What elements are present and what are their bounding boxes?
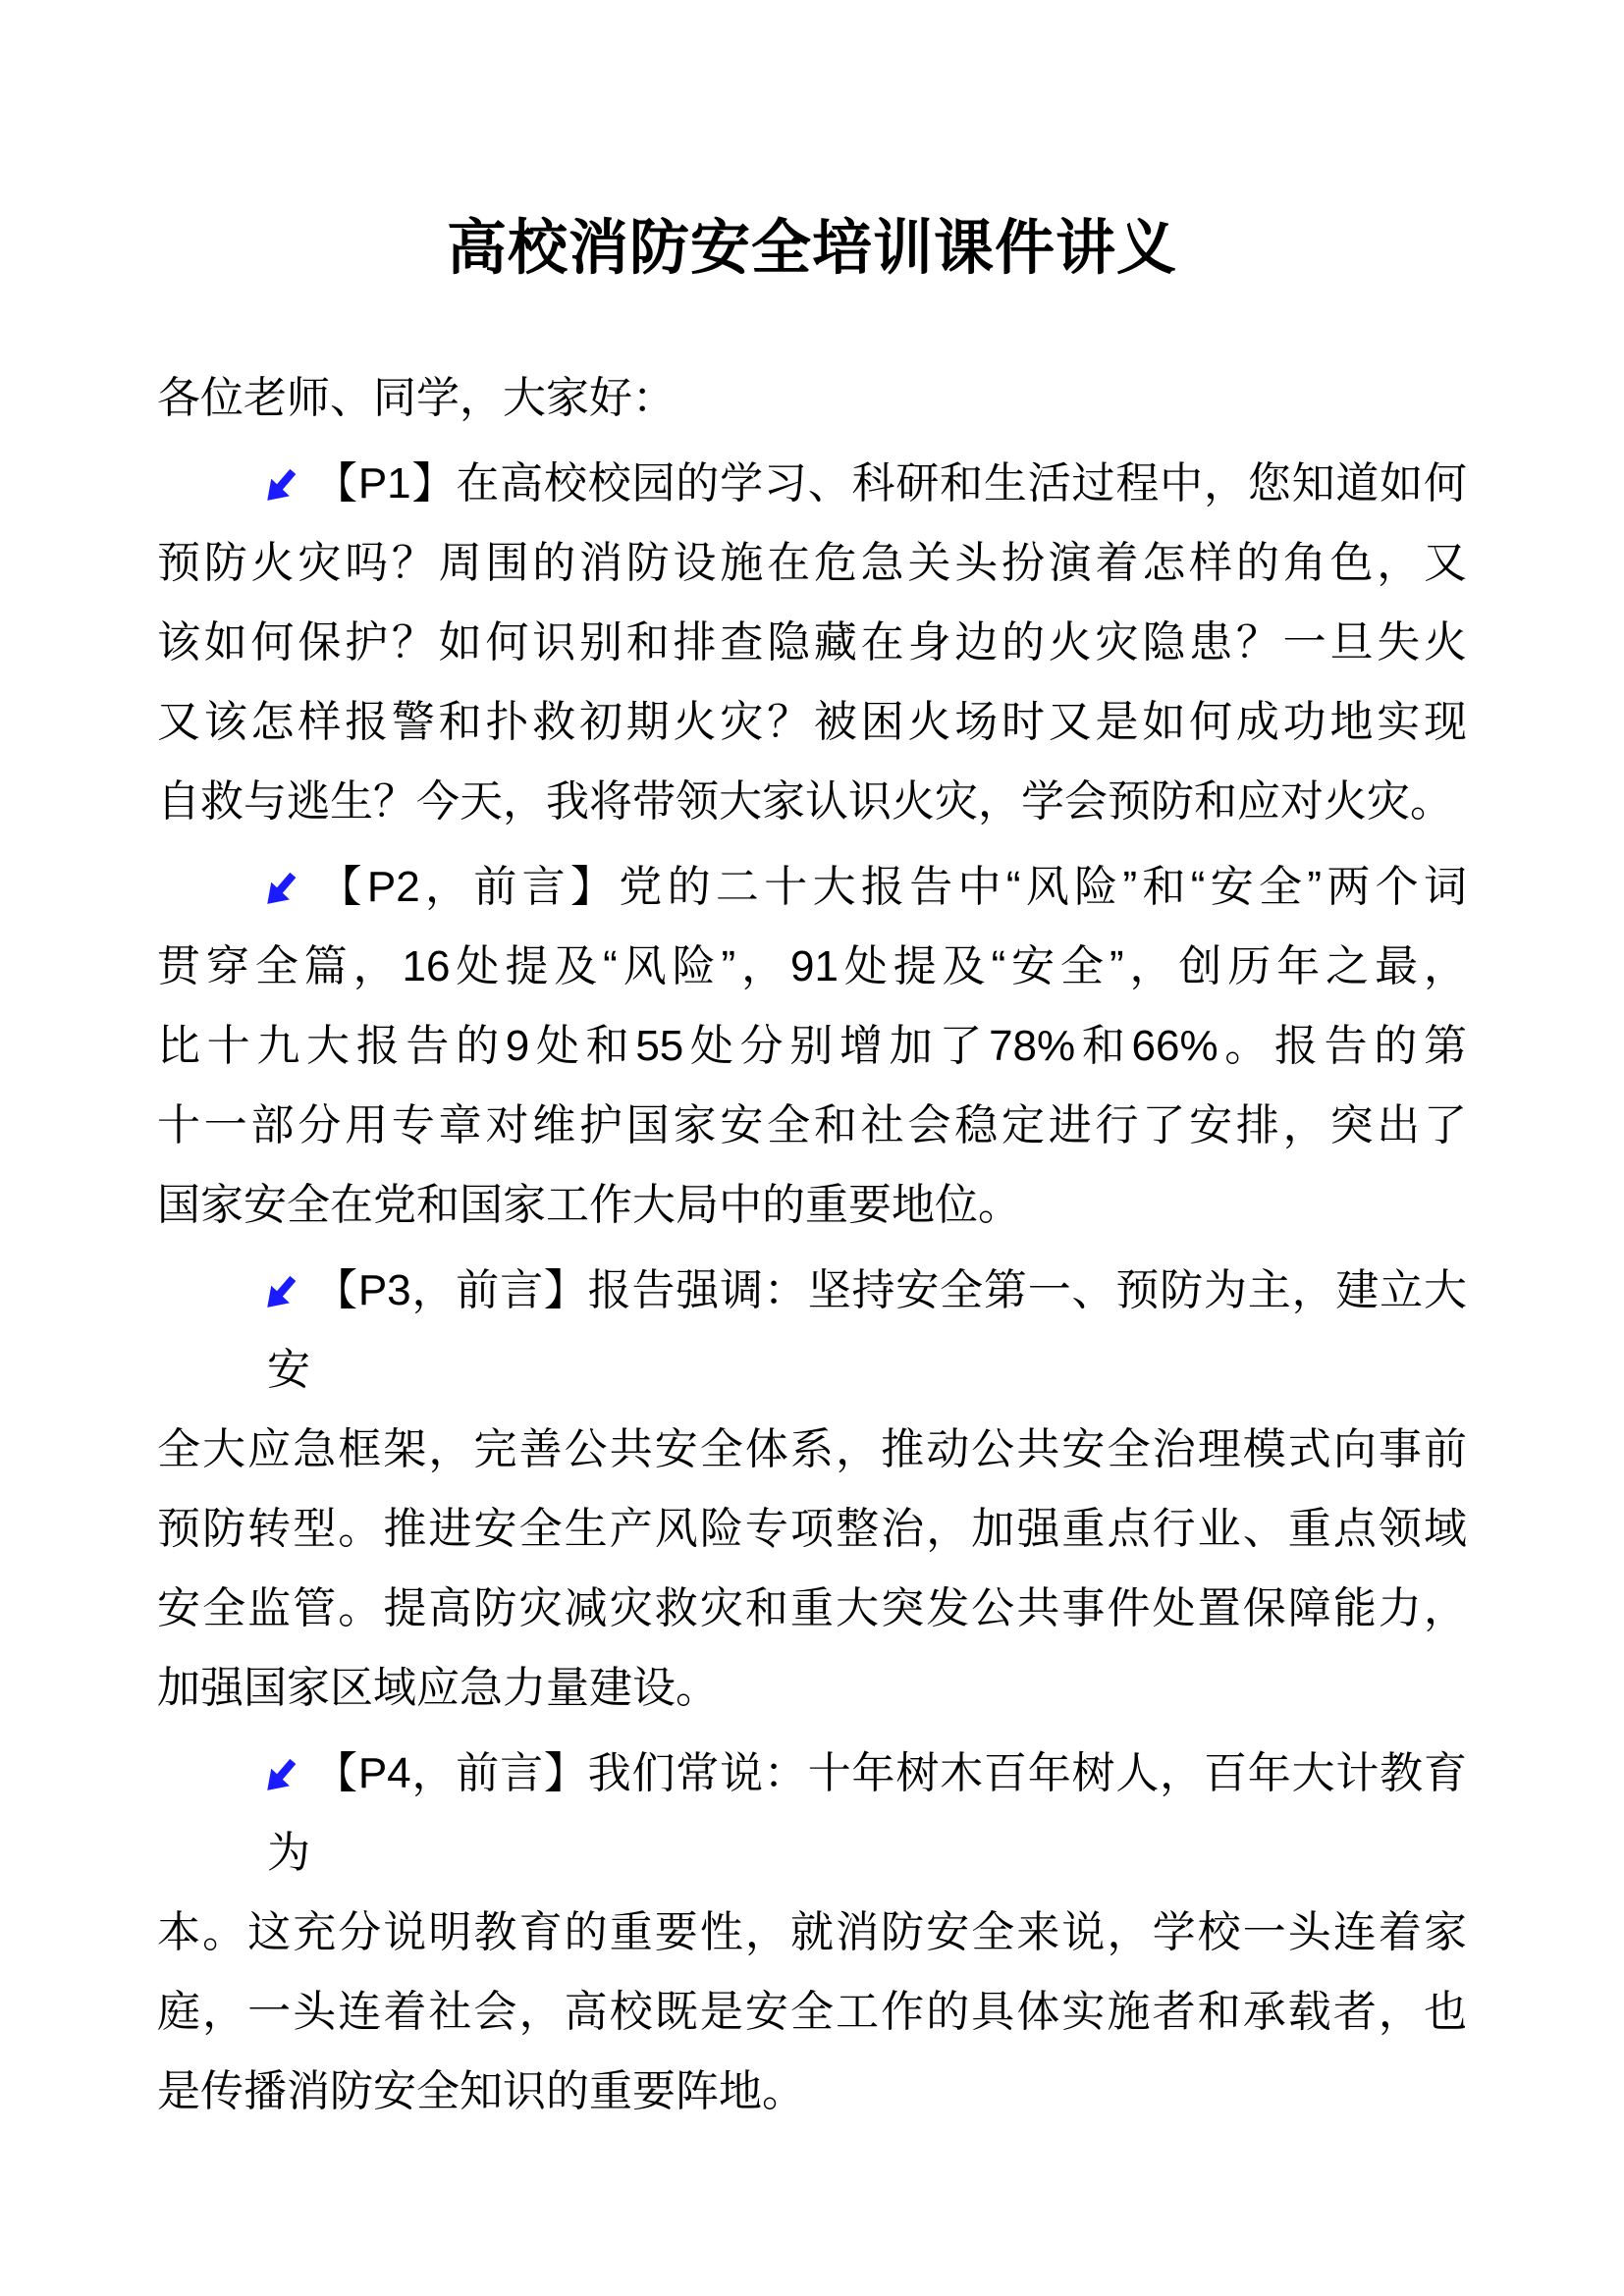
paragraph-line: 庭，一头连着社会，高校既是安全工作的具体实施者和承载者，也: [157, 1988, 1467, 2036]
paragraph-line: 该如何保护？如何识别和排查隐藏在身边的火灾隐患？一旦失火: [157, 618, 1467, 667]
greeting-line: 各位老师、同学，大家好：: [157, 374, 676, 422]
paragraph-line: [157, 1734, 1467, 1893]
paragraph-line: 本。这充分说明教育的重要性，就消防安全来说，学校一头连着家: [157, 1908, 1467, 1956]
paragraph-line: [157, 1251, 1467, 1410]
paragraph-line: 安全监管。提高防灾减灾救灾和重大突发公共事件处置保障能力，: [157, 1584, 1467, 1632]
paragraph-line: [157, 444, 1467, 523]
paragraph-line: 加强国家区域应急力量建设。: [157, 1664, 719, 1712]
paragraph-line: 是传播消防安全知识的重要阵地。: [157, 2067, 805, 2115]
paragraph-p3: [157, 1251, 1467, 1728]
page-title: 高校消防安全培训课件讲义: [446, 214, 1177, 281]
paragraph-line: 又该怎样报警和扑救初期火灾？被困火场时又是如何成功地实现: [157, 698, 1467, 746]
paragraph-p1: [157, 444, 1467, 841]
paragraph-line: 自救与逃生？今天，我将带领大家认识火灾，学会预防和应对火灾。: [157, 777, 1453, 826]
paragraph-text: 【P1】在高校校园的学习、科研和生活过程中，您知道如何: [314, 459, 1467, 507]
paragraph-text: 【P2，前言】党的二十大报告中“风险”和“安全”两个词: [318, 863, 1467, 911]
southwest-arrow-icon: [267, 872, 297, 905]
paragraph-line: 国家安全在党和国家工作大局中的重要地位。: [157, 1181, 1021, 1229]
paragraph-line: 全大应急框架，完善公共安全体系，推动公共安全治理模式向事前: [157, 1425, 1467, 1473]
paragraph-line: 预防转型。推进安全生产风险专项整治，加强重点行业、重点领域: [157, 1505, 1467, 1553]
southwest-arrow-icon: [267, 1758, 297, 1791]
paragraph-line: 预防火灾吗？周围的消防设施在危急关头扮演着怎样的角色，又: [157, 539, 1467, 587]
paragraph-list: [157, 444, 1467, 2131]
paragraph-p4: [157, 1734, 1467, 2131]
paragraph-line: 比十九大报告的9处和55处分别增加了78%和66%。报告的第: [157, 1022, 1467, 1070]
paragraph-line: [157, 847, 1467, 927]
paragraph-text: 【P4，前言】我们常说：十年树木百年树人，百年大计教育为: [267, 1749, 1467, 1877]
paragraph-line: 十一部分用专章对维护国家安全和社会稳定进行了安排，突出了: [157, 1101, 1467, 1149]
paragraph-p2: [157, 847, 1467, 1245]
paragraph-text: 【P3，前言】报告强调：坚持安全第一、预防为主，建立大安: [267, 1266, 1467, 1394]
paragraph-line: 贯穿全篇，16处提及“风险”，91处提及“安全”，创历年之最，: [157, 942, 1467, 990]
southwest-arrow-icon: [267, 1275, 297, 1308]
southwest-arrow-icon: [267, 468, 297, 502]
